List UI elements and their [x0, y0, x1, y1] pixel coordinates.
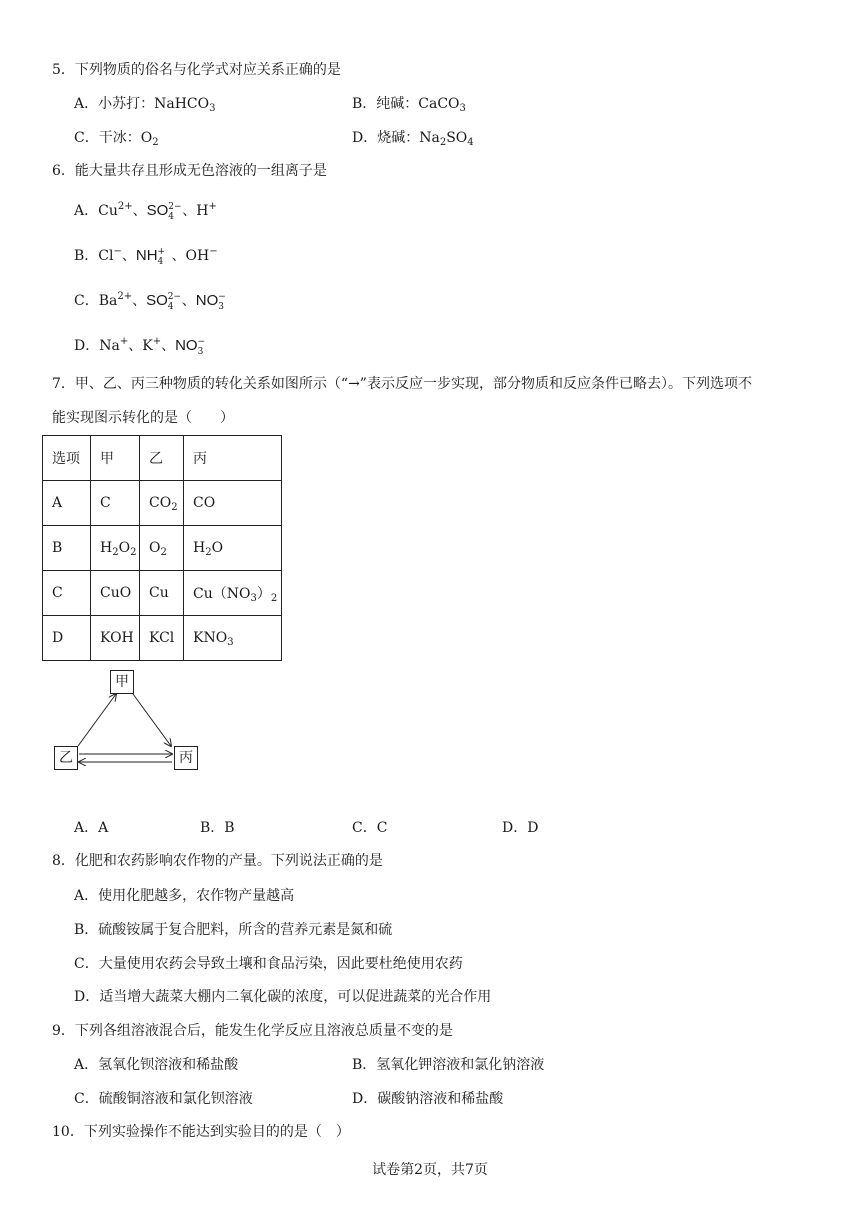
q9-stem: 9．下列各组溶液混合后，能发生化学反应且溶液总质量不变的是 — [52, 1023, 453, 1039]
header-cell: 乙 — [140, 436, 184, 481]
q5-option-c[interactable]: C．干冰：$O_2$ — [74, 130, 159, 148]
header-cell: 甲 — [91, 436, 140, 481]
table-cell: $CO_2$ — [140, 481, 184, 526]
diagram-node-jia: 甲 — [110, 670, 134, 694]
arrow-yi-to-jia — [78, 694, 116, 746]
table-cell: B — [43, 526, 91, 571]
q10-stem: 10．下列实验操作不能达到实验目的的是（ ） — [52, 1124, 350, 1140]
q6-option-a[interactable]: A．$Cu^{2+}$、SO 2− 4 、H+ — [74, 201, 217, 222]
q8-option-b[interactable]: B．硫酸铵属于复合肥料，所含的营养元素是氮和硫 — [74, 922, 393, 938]
q9-option-b[interactable]: B．氢氧化钾溶液和氯化钠溶液 — [352, 1057, 545, 1073]
q5-option-a[interactable]: A．小苏打：NaHCO$_3$ — [74, 96, 216, 114]
q6-option-d[interactable]: D．Na+、K+、NO − 3 — [74, 336, 206, 357]
table-cell: $H_2O_2$ — [91, 526, 140, 571]
q6-option-b[interactable]: B．Cl−、NH + 4 、OH− — [74, 246, 218, 267]
q5-stem: 5．下列物质的俗名与化学式对应关系正确的是 — [52, 62, 341, 78]
q6-stem: 6．能大量共存且形成无色溶液的一组离子是 — [52, 163, 327, 179]
q7-choice-a[interactable]: A．A — [74, 820, 109, 836]
table-cell: CO — [184, 481, 282, 526]
table-cell: C — [91, 481, 140, 526]
q9-option-a[interactable]: A．氢氧化钡溶液和稀盐酸 — [74, 1057, 239, 1073]
table-cell: Cu — [140, 571, 184, 616]
q7-choice-d[interactable]: D．D — [502, 820, 539, 836]
q5-option-b[interactable]: B．纯碱：CaCO$_3$ — [352, 96, 466, 114]
q8-option-c[interactable]: C．大量使用农药会导致土壤和食品污染，因此要杜绝使用农药 — [74, 956, 463, 972]
q7-choice-c[interactable]: C．C — [352, 820, 388, 836]
q9-option-d[interactable]: D．碳酸钠溶液和稀盐酸 — [352, 1091, 504, 1107]
q9-option-c[interactable]: C．硫酸铜溶液和氯化钡溶液 — [74, 1091, 253, 1107]
table-cell: $O_2$ — [140, 526, 184, 571]
table-cell: $KNO_3$ — [184, 616, 282, 661]
table-cell: C — [43, 571, 91, 616]
table-cell: $H_2O$ — [184, 526, 282, 571]
q5-option-d[interactable]: D．烧碱：$Na_2SO_4$ — [352, 130, 474, 148]
table-cell: A — [43, 481, 91, 526]
table-cell: CuO — [91, 571, 140, 616]
arrow-jia-to-bing — [133, 694, 171, 746]
q6-option-c[interactable]: C．$Ba^{2+}$、SO 2− 4 、NO − 3 — [74, 291, 226, 312]
header-cell: 丙 — [184, 436, 282, 481]
q7-choice-b[interactable]: B．B — [200, 820, 235, 836]
diagram-node-yi: 乙 — [54, 746, 78, 770]
q8-option-a[interactable]: A．使用化肥越多，农作物产量越高 — [74, 888, 295, 904]
q7-stem-line2: 能实现图示转化的是（ ） — [52, 410, 234, 426]
table-cell: KCl — [140, 616, 184, 661]
table-cell: $Cu(NO_3)_2$ — [184, 571, 282, 616]
table-cell: D — [43, 616, 91, 661]
table-cell: KOH — [91, 616, 140, 661]
q8-stem: 8．化肥和农药影响农作物的产量。下列说法正确的是 — [52, 853, 383, 869]
header-cell: 选项 — [43, 436, 91, 481]
q8-option-d[interactable]: D．适当增大蔬菜大棚内二氧化碳的浓度，可以促进蔬菜的光合作用 — [74, 989, 492, 1005]
q7-stem-line1: 7．甲、乙、丙三种物质的转化关系如图所示（“→”表示反应一步实现，部分物质和反应条件已略去）。下列选项不 — [52, 376, 752, 392]
page-footer: 试卷第2页，共7页 — [372, 1162, 488, 1178]
diagram-node-bing: 丙 — [174, 746, 198, 770]
